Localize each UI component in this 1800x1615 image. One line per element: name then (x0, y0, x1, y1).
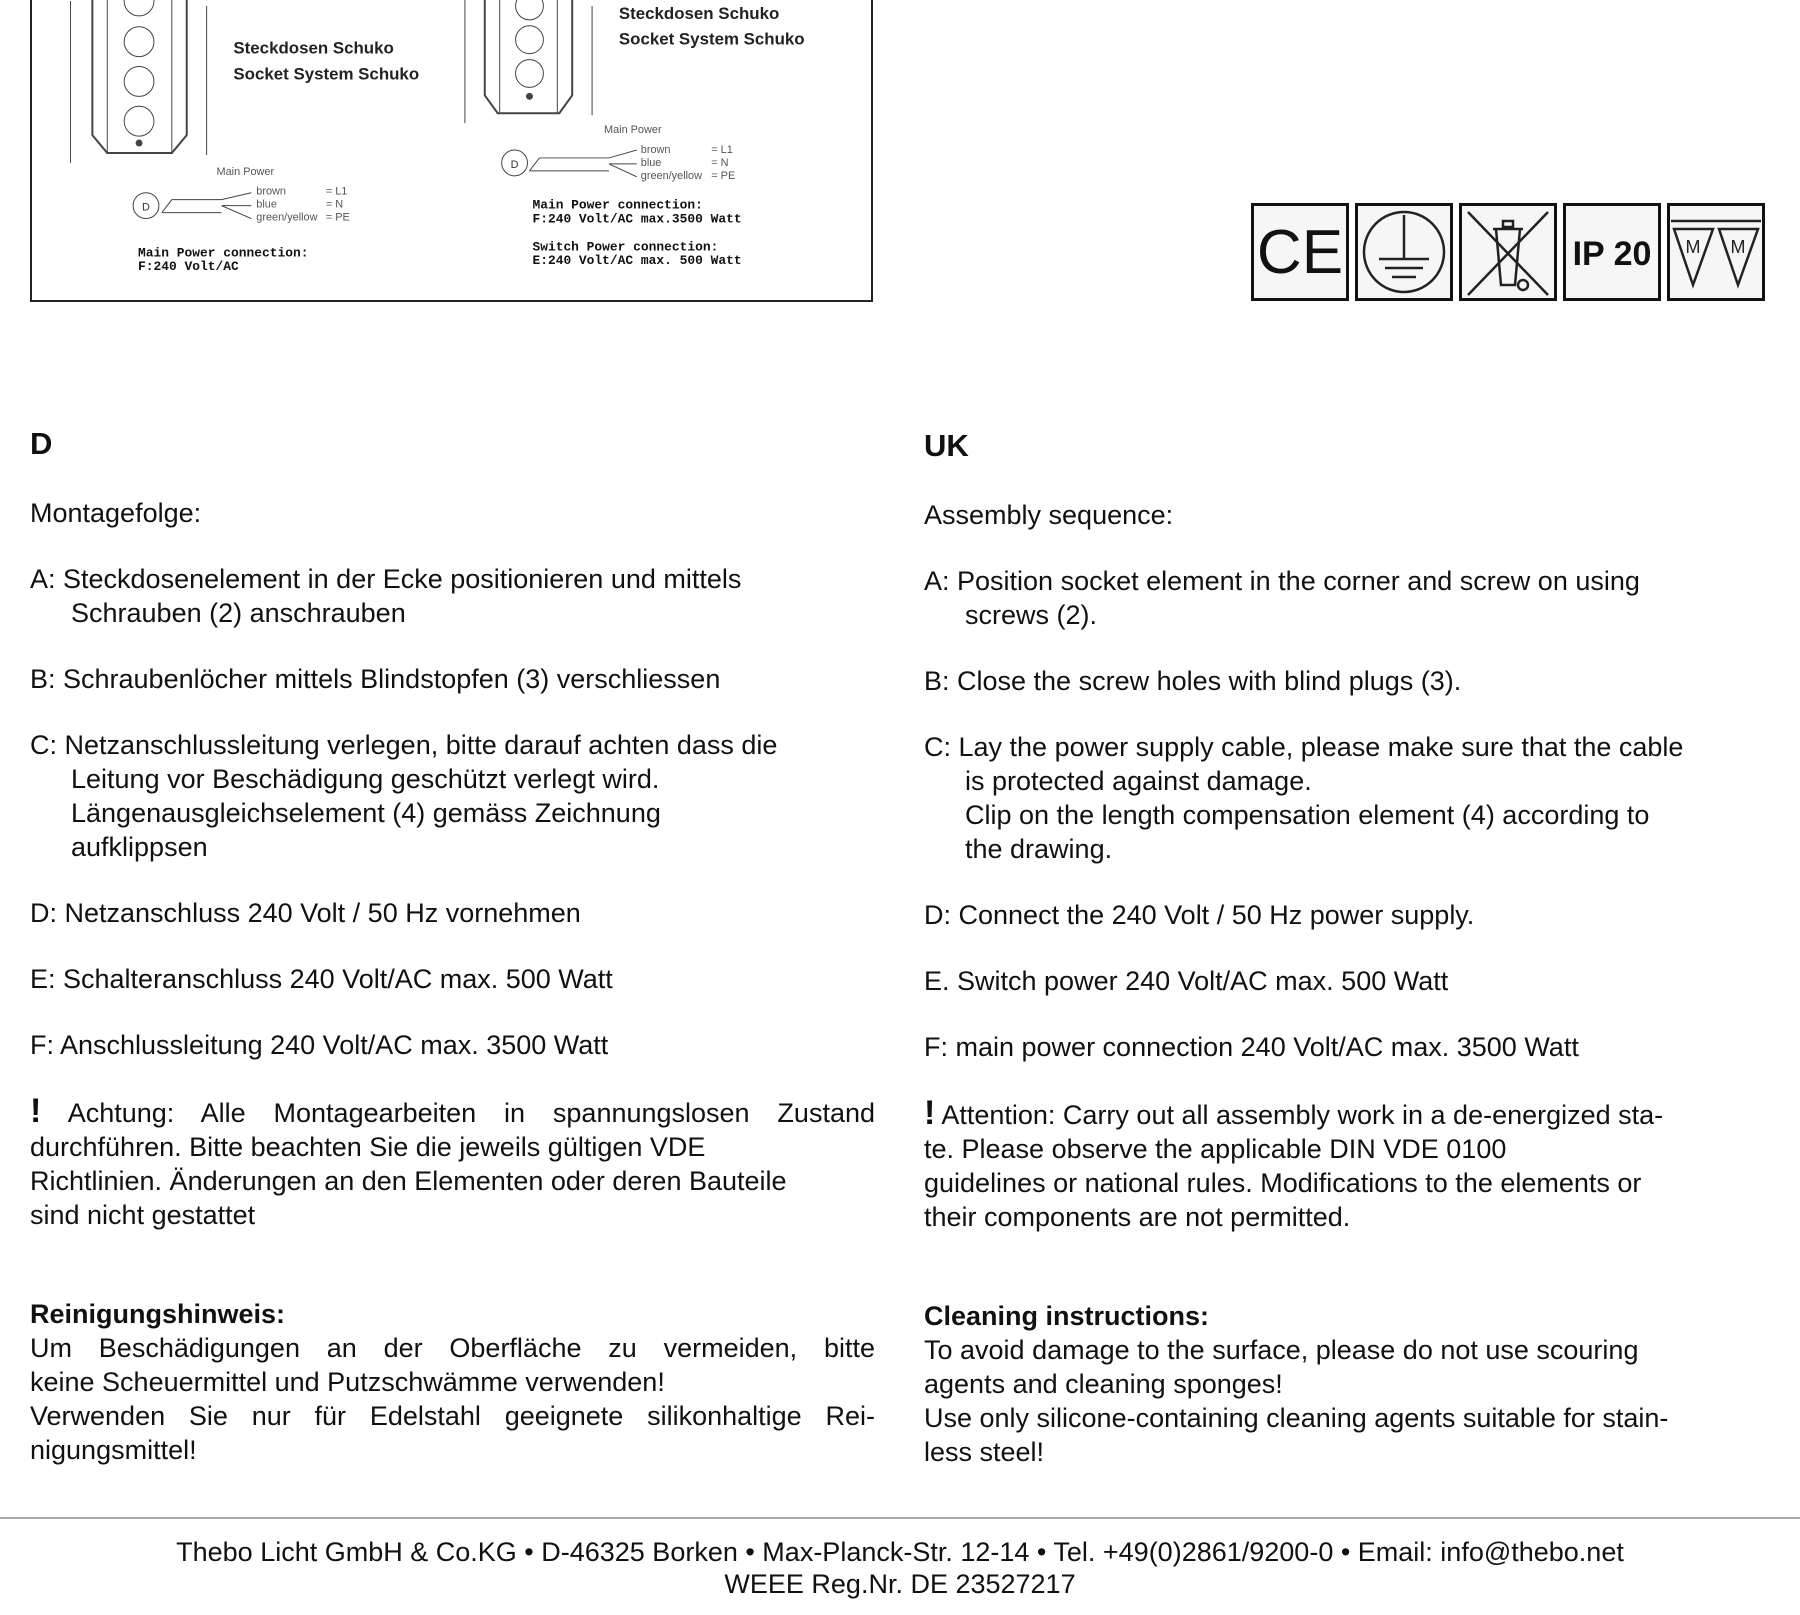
mm-furniture-mark-icon (1667, 203, 1765, 301)
step-line: is protected against damage. (965, 766, 1312, 796)
step-line: E. Switch power 240 Volt/AC max. 500 Watt (924, 966, 1449, 996)
right-label-d: D (510, 158, 519, 171)
cleaning-title: Reinigungshinweis: (30, 1299, 286, 1329)
left-label-d: D (142, 201, 150, 214)
step-f (30, 1028, 875, 1062)
step-line: C: Lay the power supply cable, please make sure that the cable (924, 732, 1684, 762)
right-wire-brown: brown (640, 143, 671, 156)
certification-symbols (1251, 203, 1765, 301)
left-main-power: Main Power (216, 165, 275, 178)
step-line: A: Steckdosenelement in der Ecke positionieren und mittels (30, 564, 742, 594)
step-line: F: Anschlussleitung 240 Volt/AC max. 3500 Watt (30, 1030, 609, 1060)
warning-line: Achtung: Alle Montagearbeiten in spannungslosen Zustand (67, 1098, 875, 1128)
footer-company-info: Thebo Licht GmbH & Co.KG • D-46325 Borken • Max-Planck-Str. 12-14 • Tel. +49(0)2861/9200-0 • Email: info@thebo.net (176, 1537, 1624, 1567)
step-c (924, 730, 1784, 866)
ip20-rating-icon (1563, 203, 1661, 301)
left-connection-1: Main Power connection: (138, 245, 309, 261)
cleaning-line: Verwenden Sie nur für Edelstahl geeignete silikonhaltige Rei- (30, 1401, 875, 1431)
warning-line: their components are not permitted. (924, 1202, 1351, 1232)
right-term-n: = N (711, 156, 729, 169)
step-line: F: main power connection 240 Volt/AC max. 3500 Watt (924, 1032, 1579, 1062)
step-line: D: Connect the 240 Volt / 50 Hz power supply. (924, 900, 1475, 930)
step-e (924, 964, 1784, 998)
wiring-diagram-drawing (32, 0, 871, 300)
step-b (30, 662, 875, 696)
english-section (924, 429, 1784, 1469)
ip-text: IP 20 (1572, 235, 1652, 273)
step-f (924, 1030, 1784, 1064)
right-connection-4: E:240 Volt/AC max. 500 Watt (532, 253, 742, 269)
m-left: M (1685, 237, 1701, 257)
right-connection-1: Main Power connection: (532, 197, 703, 213)
right-wire-blue: blue (640, 156, 662, 169)
german-warning (30, 1094, 875, 1232)
warning-exclamation-icon: ! (924, 1094, 936, 1132)
cleaning-line: less steel! (924, 1437, 1045, 1467)
step-line: E: Schalteranschluss 240 Volt/AC max. 500 Watt (30, 964, 613, 994)
german-heading: D (30, 426, 53, 461)
cleaning-title: Cleaning instructions: (924, 1301, 1210, 1331)
step-line: the drawing. (965, 834, 1113, 864)
step-line: B: Schraubenlöcher mittels Blindstopfen (3) verschliessen (30, 664, 721, 694)
right-title-2: Socket System Schuko (618, 29, 805, 49)
step-a (30, 562, 875, 630)
step-line: Clip on the length compensation element (4) according to (965, 800, 1650, 830)
warning-exclamation-icon: ! (30, 1092, 42, 1130)
m-right: M (1730, 237, 1746, 257)
socket-strip-right (465, 0, 592, 123)
cleaning-line: keine Scheuermittel und Putzschwämme verwenden! (30, 1367, 665, 1397)
cleaning-line: nigungsmittel! (30, 1435, 197, 1465)
footer (0, 1536, 1800, 1600)
right-wire-gy: green/yellow (640, 169, 702, 182)
step-c (30, 728, 875, 864)
right-term-l1: = L1 (711, 143, 733, 156)
left-connection-2: F:240 Volt/AC (138, 259, 239, 275)
step-line: screws (2). (965, 600, 1098, 630)
wiring-diagram (30, 0, 873, 302)
step-line: Leitung vor Beschädigung geschützt verlegt wird. (71, 764, 660, 794)
left-term-l1: = L1 (325, 185, 348, 198)
english-heading: UK (924, 428, 969, 463)
german-section (30, 427, 875, 1467)
english-intro: Assembly sequence: (924, 500, 1174, 530)
footer-divider (0, 1517, 1800, 1519)
left-term-pe: = PE (325, 211, 350, 224)
ce-mark-icon (1251, 203, 1349, 301)
left-title-2: Socket System Schuko (233, 64, 420, 84)
left-term-n: = N (325, 198, 344, 211)
step-d (30, 896, 875, 930)
step-line: Längenausgleichselement (4) gemäss Zeichnung (71, 798, 661, 828)
step-line: aufklippsen (71, 832, 208, 862)
step-a (924, 564, 1784, 632)
warning-line: durchführen. Bitte beachten Sie die jeweils gültigen VDE (30, 1132, 706, 1162)
cleaning-line: Use only silicone-containing cleaning agents suitable for stain- (924, 1403, 1669, 1433)
right-connection-2: F:240 Volt/AC max.3500 Watt (532, 211, 742, 227)
footer-weee-number: WEEE Reg.Nr. DE 23527217 (724, 1569, 1076, 1599)
step-line: D: Netzanschluss 240 Volt / 50 Hz vornehmen (30, 898, 581, 928)
step-e (30, 962, 875, 996)
cleaning-line: Um Beschädigungen an der Oberfläche zu vermeiden, bitte (30, 1333, 875, 1363)
english-cleaning (924, 1299, 1784, 1469)
socket-strip-left (71, 0, 207, 163)
warning-line: guidelines or national rules. Modifications to the elements or (924, 1168, 1642, 1198)
step-line: A: Position socket element in the corner and screw on using (924, 566, 1640, 596)
right-title-1: Steckdosen Schuko (618, 3, 780, 23)
left-wire-gy: green/yellow (256, 211, 318, 224)
warning-line: Attention: Carry out all assembly work in a de-energized sta- (941, 1100, 1664, 1130)
step-line: B: Close the screw holes with blind plugs (3). (924, 666, 1462, 696)
step-line: C: Netzanschlussleitung verlegen, bitte darauf achten dass die (30, 730, 778, 760)
step-b (924, 664, 1784, 698)
german-intro: Montagefolge: (30, 498, 202, 528)
protective-earth-icon (1355, 203, 1453, 301)
warning-line: te. Please observe the applicable DIN VDE 0100 (924, 1134, 1507, 1164)
cleaning-line: To avoid damage to the surface, please do not use scouring (924, 1335, 1639, 1365)
cleaning-line: agents and cleaning sponges! (924, 1369, 1283, 1399)
left-title-1: Steckdosen Schuko (233, 38, 394, 58)
step-line: Schrauben (2) anschrauben (71, 598, 406, 628)
ce-text: CE (1256, 218, 1344, 287)
german-cleaning (30, 1297, 875, 1467)
right-main-power: Main Power (603, 124, 662, 137)
left-wire-blue: blue (256, 198, 277, 211)
right-connection-3: Switch Power connection: (532, 239, 719, 255)
warning-line: Richtlinien. Änderungen an den Elementen oder deren Bauteile (30, 1166, 787, 1196)
step-d (924, 898, 1784, 932)
warning-line: sind nicht gestattet (30, 1200, 256, 1230)
english-warning (924, 1096, 1784, 1234)
right-term-pe: = PE (711, 169, 736, 182)
left-wire-brown: brown (256, 185, 287, 198)
weee-bin-icon (1459, 203, 1557, 301)
